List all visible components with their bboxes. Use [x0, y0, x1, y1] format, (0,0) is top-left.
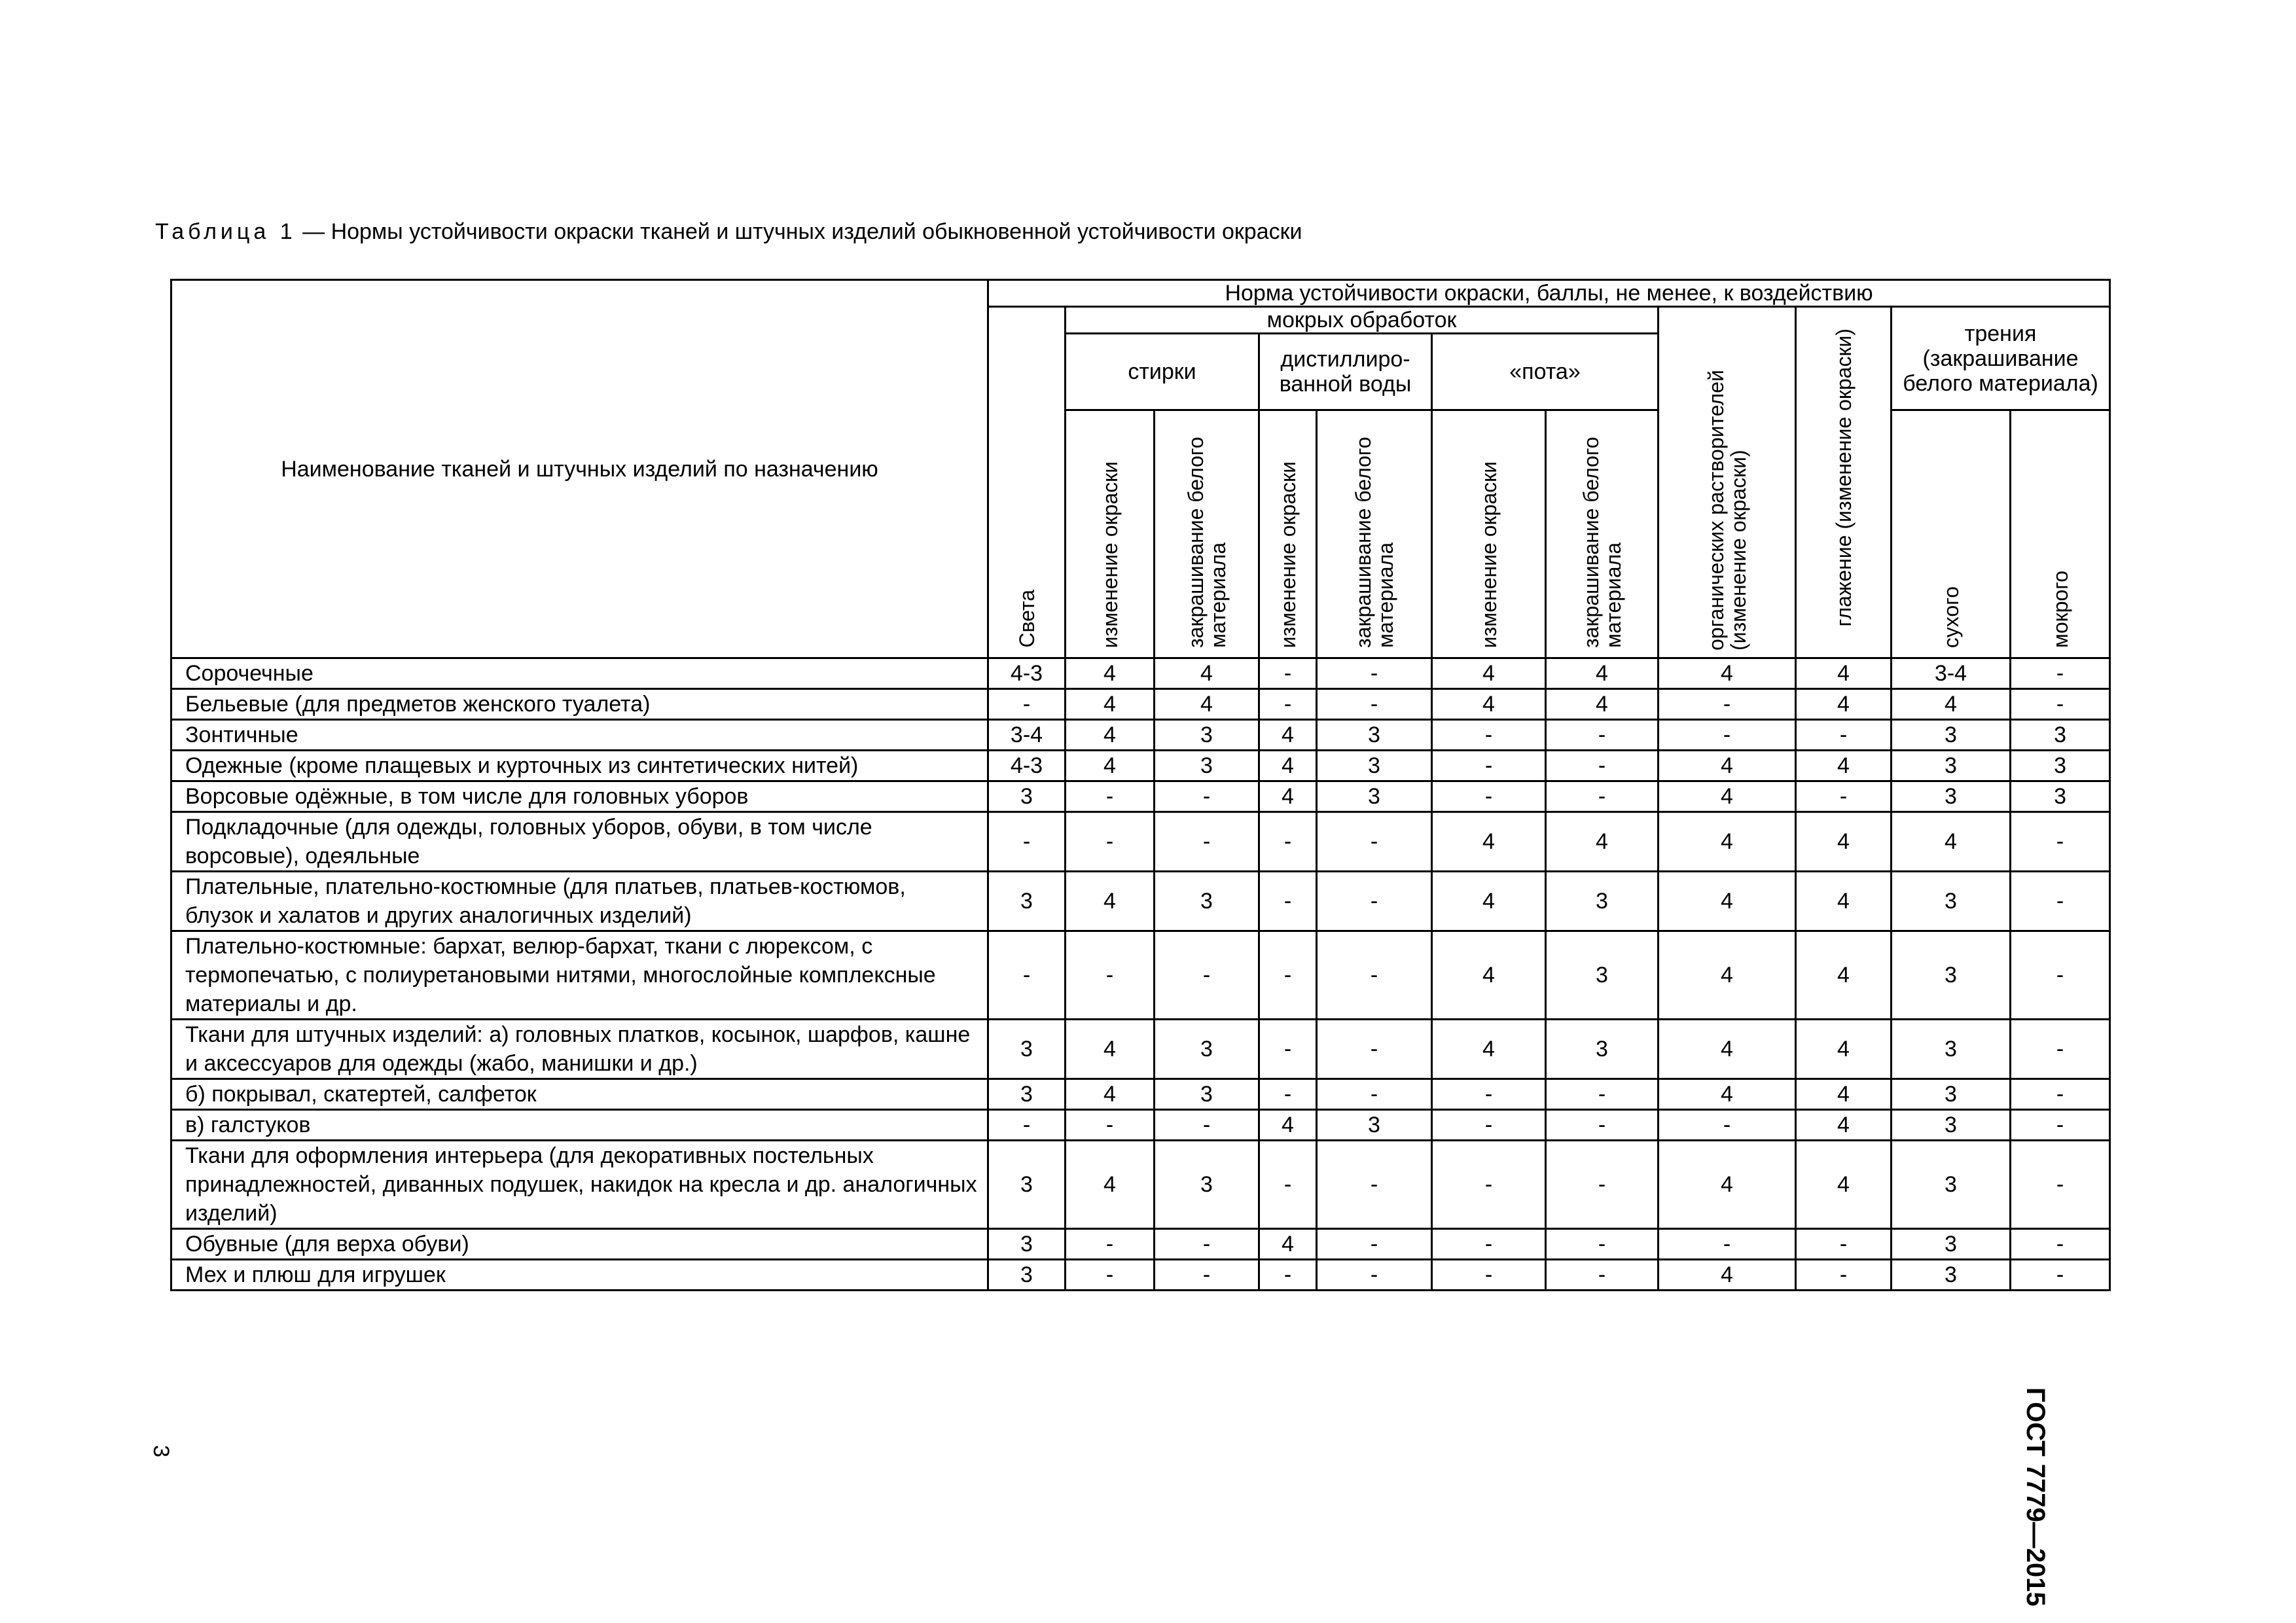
row-value: 4	[1259, 751, 1317, 781]
row-value: -	[1259, 812, 1317, 872]
row-value: 4	[1066, 689, 1155, 720]
row-value: -	[1546, 751, 1659, 781]
row-value: 4	[1796, 1141, 1892, 1229]
row-value: 3	[1155, 751, 1259, 781]
row-value: -	[1432, 1260, 1546, 1291]
row-value: 4	[1432, 1020, 1546, 1079]
row-value: 4	[1259, 720, 1317, 751]
row-value: 4	[1259, 1229, 1317, 1260]
row-value: -	[988, 689, 1066, 720]
row-name: Одежные (кроме плащевых и курточных из синтетических нитей)	[171, 751, 988, 781]
row-value: 4	[1432, 658, 1546, 689]
table-title-text: — Нормы устойчивости окраски тканей и штучных изделий обыкновенной устойчивости окраски	[296, 219, 1302, 244]
table-row	[171, 658, 2110, 689]
row-value: -	[1155, 812, 1259, 872]
row-value: -	[1317, 658, 1432, 689]
row-value: -	[1432, 720, 1546, 751]
row-value: -	[1432, 1141, 1546, 1229]
row-name: Зонтичные	[171, 720, 988, 751]
row-value: -	[1546, 720, 1659, 751]
row-value: 4	[1892, 689, 2011, 720]
row-value: -	[1546, 781, 1659, 812]
row-name: Ворсовые одёжные, в том числе для головных уборов	[171, 781, 988, 812]
row-value: -	[2011, 1079, 2110, 1110]
row-value: -	[1432, 1110, 1546, 1141]
row-value: 3	[1892, 1020, 2011, 1079]
row-value: 4	[1659, 1260, 1796, 1291]
row-value: 4	[1432, 931, 1546, 1020]
row-value: 4	[1432, 689, 1546, 720]
row-value: -	[1546, 1229, 1659, 1260]
row-value: 3	[1892, 872, 2011, 931]
header-wet-treatments: мокрых обработок	[1066, 307, 1659, 334]
page-number: 3	[148, 1445, 173, 1457]
gost-code: ГОСТ 7779—2015	[2021, 1387, 2050, 1607]
row-value: -	[1317, 931, 1432, 1020]
row-value: 4	[1796, 872, 1892, 931]
row-value: -	[988, 931, 1066, 1020]
row-value: -	[2011, 689, 2110, 720]
row-value: -	[1546, 1260, 1659, 1291]
row-value: 4-3	[988, 751, 1066, 781]
table-row	[171, 689, 2110, 720]
row-value: -	[1259, 1141, 1317, 1229]
table-row	[171, 1229, 2110, 1260]
row-name: Плательно-костюмные: бархат, велюр-бархат, ткани с люрексом, с термопечатью, с полиуретановыми нитями, многослойные комплексные материалы и др.	[171, 931, 988, 1020]
row-value: -	[1317, 1079, 1432, 1110]
row-value: 4	[1796, 658, 1892, 689]
row-value: 3	[1546, 872, 1659, 931]
row-name: в) галстуков	[171, 1110, 988, 1141]
row-value: -	[1659, 689, 1796, 720]
row-value: -	[1066, 812, 1155, 872]
row-value: 4	[1546, 812, 1659, 872]
row-value: -	[1659, 720, 1796, 751]
row-value: 3	[988, 1141, 1066, 1229]
row-value: -	[2011, 1260, 2110, 1291]
row-value: -	[1317, 689, 1432, 720]
table-row	[171, 872, 2110, 931]
row-value: -	[1317, 812, 1432, 872]
row-value: -	[1432, 1079, 1546, 1110]
table-row	[171, 720, 2110, 751]
row-value: -	[2011, 931, 2110, 1020]
row-value: -	[2011, 1110, 2110, 1141]
row-value: 4	[1796, 931, 1892, 1020]
table-row	[171, 1079, 2110, 1110]
row-value: -	[1432, 781, 1546, 812]
row-value: -	[1432, 751, 1546, 781]
row-value: -	[1317, 1141, 1432, 1229]
header-washing: стирки	[1066, 334, 1259, 410]
row-value: 3	[1892, 751, 2011, 781]
row-value: -	[1066, 931, 1155, 1020]
row-value: 3	[1892, 720, 2011, 751]
row-value: 3	[2011, 720, 2110, 751]
row-value: -	[988, 812, 1066, 872]
row-value: -	[1066, 1229, 1155, 1260]
row-value: -	[1796, 1260, 1892, 1291]
row-name: Обувные (для верха обуви)	[171, 1229, 988, 1260]
row-value: 3	[1546, 1020, 1659, 1079]
row-value: 3	[1317, 751, 1432, 781]
row-value: -	[1659, 1110, 1796, 1141]
row-value: -	[1066, 1110, 1155, 1141]
header-sweat-staining: закрашивание белого материала	[1546, 410, 1659, 658]
row-value: 4	[1659, 931, 1796, 1020]
row-value: -	[2011, 812, 2110, 872]
row-value: 4	[1659, 751, 1796, 781]
row-name: Ткани для оформления интерьера (для декоративных постельных принадлежностей, диванных подушек, накидок на кресла и др. аналогичных изделий)	[171, 1141, 988, 1229]
table-title	[155, 216, 1302, 247]
row-value: -	[2011, 1020, 2110, 1079]
header-sweat: «пота»	[1432, 334, 1659, 410]
row-value: 4	[1659, 658, 1796, 689]
table-row	[171, 931, 2110, 1020]
header-distilled-color-change: изменение окраски	[1259, 410, 1317, 658]
row-value: -	[1317, 1229, 1432, 1260]
row-value: 3-4	[1892, 658, 2011, 689]
row-value: 4	[1659, 812, 1796, 872]
row-value: 3	[988, 1020, 1066, 1079]
header-light: Света	[988, 307, 1066, 658]
row-value: -	[988, 1110, 1066, 1141]
row-value: 4	[1892, 812, 2011, 872]
table-row	[171, 1110, 2110, 1141]
table-row	[171, 1020, 2110, 1079]
row-value: 4	[1796, 1020, 1892, 1079]
row-value: 4	[1066, 1079, 1155, 1110]
row-value: 3	[1892, 931, 2011, 1020]
row-value: 3	[988, 1260, 1066, 1291]
row-value: 4	[1546, 658, 1659, 689]
header-norm-span: Норма устойчивости окраски, баллы, не менее, к воздействию	[988, 280, 2110, 307]
row-value: 3	[1155, 1141, 1259, 1229]
header-wash-staining: закрашивание белого материала	[1155, 410, 1259, 658]
row-value: -	[1317, 872, 1432, 931]
table-title-lead: Таблица 1	[155, 219, 296, 244]
row-name: Мех и плюш для игрушек	[171, 1260, 988, 1291]
row-value: -	[1796, 1229, 1892, 1260]
row-value: 3	[2011, 781, 2110, 812]
row-value: -	[1155, 781, 1259, 812]
row-value: -	[1317, 1260, 1432, 1291]
row-value: -	[2011, 658, 2110, 689]
row-value: 4	[1796, 1110, 1892, 1141]
row-value: 4	[1796, 812, 1892, 872]
header-name-column: Наименование тканей и штучных изделий по назначению	[171, 280, 988, 658]
row-value: 3	[1155, 1020, 1259, 1079]
header-sweat-color-change: изменение окраски	[1432, 410, 1546, 658]
row-value: -	[2011, 1229, 2110, 1260]
row-value: 4	[1796, 1079, 1892, 1110]
row-value: -	[1546, 1110, 1659, 1141]
row-value: -	[1259, 689, 1317, 720]
row-name: Подкладочные (для одежды, головных уборов, обуви, в том числе ворсовые), одеяльные	[171, 812, 988, 872]
row-value: 3	[1317, 720, 1432, 751]
row-value: 4	[1546, 689, 1659, 720]
row-value: 4	[1796, 751, 1892, 781]
row-value: -	[1796, 720, 1892, 751]
row-value: 3	[988, 872, 1066, 931]
table-row	[171, 812, 2110, 872]
row-value: -	[1066, 781, 1155, 812]
row-value: 4	[1659, 1141, 1796, 1229]
row-value: 3	[1892, 1229, 2011, 1260]
row-value: -	[1259, 658, 1317, 689]
row-value: 3	[1892, 781, 2011, 812]
row-value: 4	[1066, 658, 1155, 689]
row-name: б) покрывал, скатертей, салфеток	[171, 1079, 988, 1110]
row-value: 3-4	[988, 720, 1066, 751]
row-value: 3	[1892, 1141, 2011, 1229]
row-value: 4	[1066, 1020, 1155, 1079]
row-value: 4-3	[988, 658, 1066, 689]
header-distilled-staining: закрашивание белого материала	[1317, 410, 1432, 658]
row-value: 4	[1659, 1079, 1796, 1110]
table-row	[171, 751, 2110, 781]
row-value: -	[2011, 872, 2110, 931]
row-value: 4	[1259, 781, 1317, 812]
table-body	[171, 658, 2110, 1291]
row-value: 4	[1659, 781, 1796, 812]
row-value: -	[1259, 1020, 1317, 1079]
table-row	[171, 1141, 2110, 1229]
header-distilled-water: дистиллиро-ванной воды	[1259, 334, 1432, 410]
row-value: 3	[988, 1229, 1066, 1260]
row-name: Ткани для штучных изделий: а) головных платков, косынок, шарфов, кашне и аксессуаров для одежды (жабо, манишки и др.)	[171, 1020, 988, 1079]
row-value: 3	[1317, 1110, 1432, 1141]
row-value: 4	[1066, 720, 1155, 751]
row-value: 4	[1155, 689, 1259, 720]
header-rubbing: трения (закрашивание белого материала)	[1892, 307, 2110, 410]
norms-table	[170, 279, 2111, 1291]
row-value: 3	[1892, 1079, 2011, 1110]
row-value: 3	[988, 781, 1066, 812]
row-value: -	[1259, 931, 1317, 1020]
table-row	[171, 1260, 2110, 1291]
row-value: 4	[1066, 1141, 1155, 1229]
row-value: 3	[1317, 781, 1432, 812]
row-value: -	[2011, 1141, 2110, 1229]
row-value: 4	[1432, 872, 1546, 931]
row-value: 3	[1155, 720, 1259, 751]
row-value: -	[1796, 781, 1892, 812]
row-value: 4	[1796, 689, 1892, 720]
row-value: 4	[1066, 872, 1155, 931]
row-value: 3	[2011, 751, 2110, 781]
row-name: Бельевые (для предметов женского туалета)	[171, 689, 988, 720]
header-organic-solvents: органических растворителей (изменение окраски)	[1659, 307, 1796, 658]
row-value: -	[1155, 1110, 1259, 1141]
row-value: -	[1155, 1260, 1259, 1291]
row-value: 3	[1892, 1110, 2011, 1141]
row-value: 3	[1155, 872, 1259, 931]
row-value: 3	[1546, 931, 1659, 1020]
row-value: -	[1259, 1260, 1317, 1291]
row-name: Сорочечные	[171, 658, 988, 689]
row-value: -	[1432, 1229, 1546, 1260]
row-value: -	[1259, 872, 1317, 931]
row-value: 3	[1892, 1260, 2011, 1291]
row-value: -	[1659, 1229, 1796, 1260]
row-value: -	[1155, 1229, 1259, 1260]
row-value: 4	[1659, 1020, 1796, 1079]
row-value: 4	[1432, 812, 1546, 872]
row-value: -	[1546, 1141, 1659, 1229]
row-value: -	[1317, 1020, 1432, 1079]
row-value: 4	[1259, 1110, 1317, 1141]
header-rubbing-dry: сухого	[1892, 410, 2011, 658]
row-value: -	[1155, 931, 1259, 1020]
row-value: 4	[1155, 658, 1259, 689]
row-name: Плательные, плательно-костюмные (для платьев, платьев-костюмов, блузок и халатов и других аналогичных изделий)	[171, 872, 988, 931]
row-value: 3	[988, 1079, 1066, 1110]
header-wash-color-change: изменение окраски	[1066, 410, 1155, 658]
row-value: -	[1259, 1079, 1317, 1110]
header-ironing: глажение (изменение окраски)	[1796, 307, 1892, 658]
row-value: 4	[1066, 751, 1155, 781]
row-value: 4	[1659, 872, 1796, 931]
row-value: -	[1066, 1260, 1155, 1291]
header-rubbing-wet: мокрого	[2011, 410, 2110, 658]
row-value: -	[1546, 1079, 1659, 1110]
row-value: 3	[1155, 1079, 1259, 1110]
table-row	[171, 781, 2110, 812]
